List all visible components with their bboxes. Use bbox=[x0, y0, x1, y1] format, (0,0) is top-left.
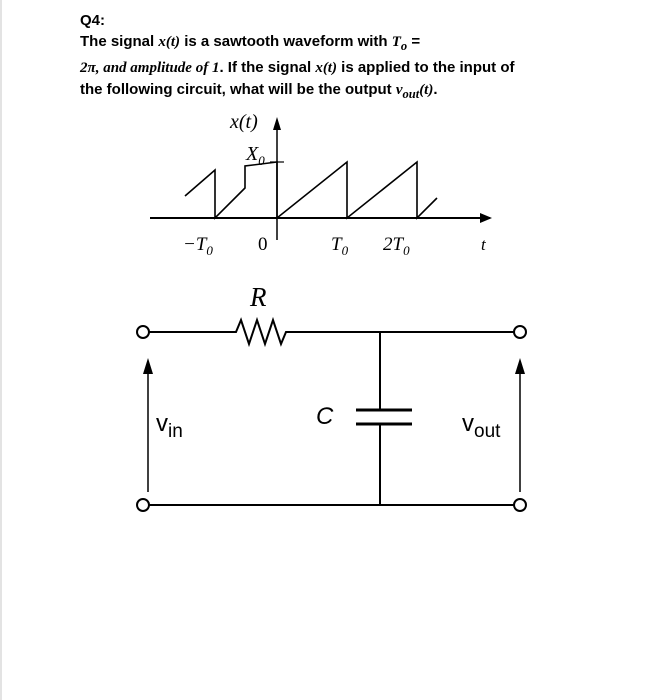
amplitude-label: $X_0$ bbox=[246, 143, 265, 168]
question-line-3: the following circuit, what will be the output $v_{out}(t)$. bbox=[80, 81, 438, 101]
sawtooth-signal bbox=[185, 162, 437, 218]
time-axis-arrow bbox=[480, 213, 492, 223]
question-line-2: 2π, and amplitude of 1. If the signal x(t) is applied to the input of bbox=[80, 59, 515, 76]
tick-label-t0: $T_0$ bbox=[331, 234, 349, 258]
output-voltage-label: $v_{out}$ bbox=[462, 410, 501, 442]
tick-label-neg-t0: $-T_0$ bbox=[183, 234, 213, 258]
amplitude-axis-arrow bbox=[273, 117, 281, 130]
resistor-symbol bbox=[228, 320, 294, 344]
y-axis-label: x(t) bbox=[230, 111, 258, 133]
input-terminal-bottom bbox=[137, 499, 149, 511]
resistor-label: R bbox=[250, 282, 267, 312]
output-terminal-bottom bbox=[514, 499, 526, 511]
tick-label-2t0: $2T_0$ bbox=[383, 234, 410, 258]
x-axis-label: t bbox=[481, 235, 486, 254]
input-terminal-top bbox=[137, 326, 149, 338]
tick-label-zero: 0 bbox=[258, 234, 268, 255]
output-terminal-top bbox=[514, 326, 526, 338]
input-voltage-arrow-head bbox=[143, 358, 153, 374]
question-number: Q4: bbox=[80, 12, 106, 29]
capacitor-label: C bbox=[316, 403, 334, 430]
sawtooth-graph bbox=[150, 117, 492, 240]
input-voltage-label: $v_{in}$ bbox=[156, 410, 183, 442]
question-line-1: The signal x(t) is a sawtooth waveform with $T_o$ = bbox=[80, 33, 421, 53]
output-voltage-arrow-head bbox=[515, 358, 525, 374]
